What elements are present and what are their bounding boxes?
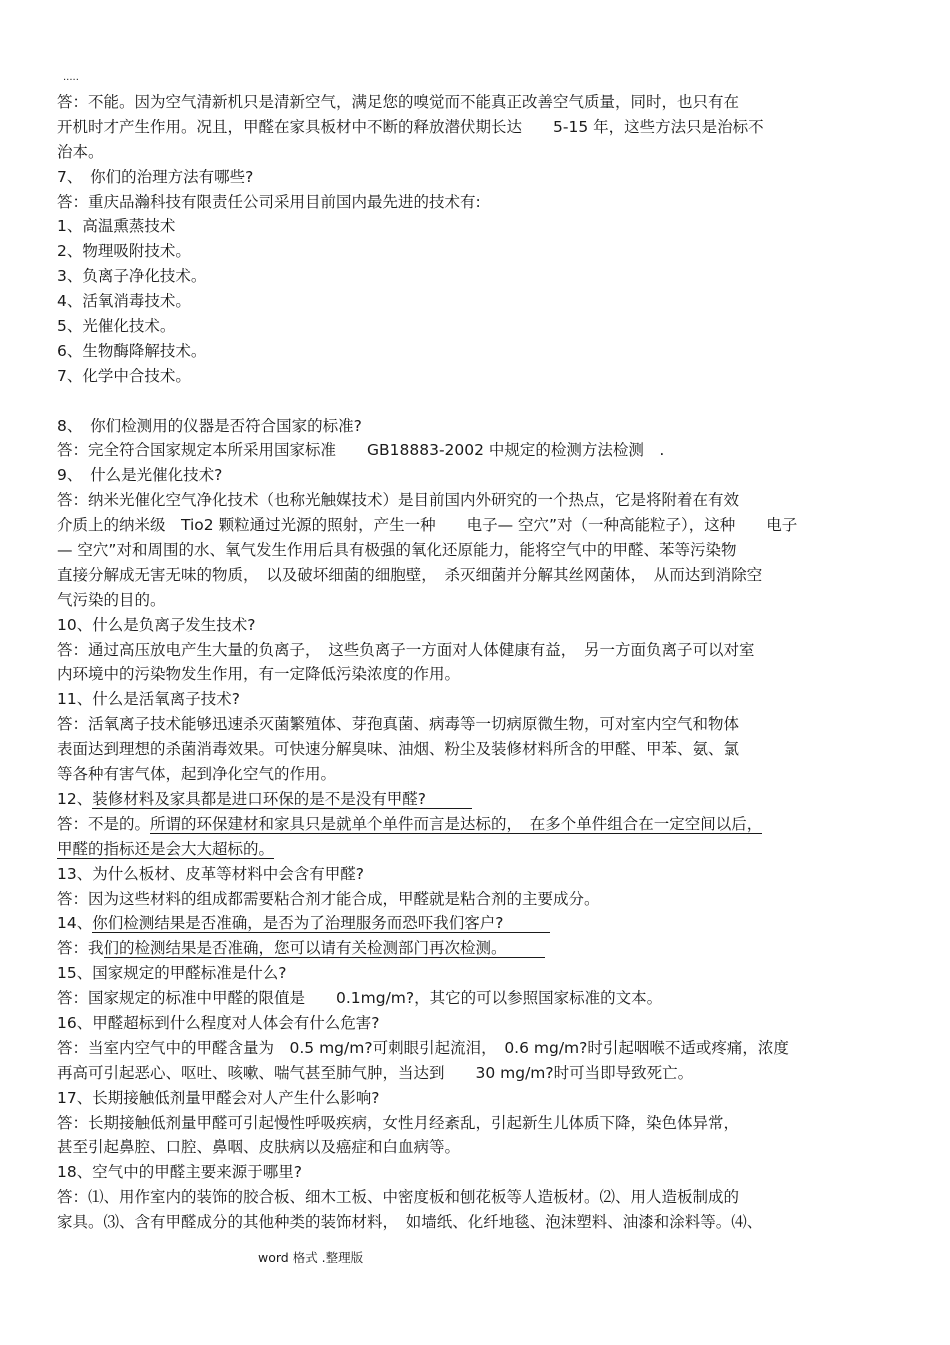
document-body: [57, 70, 897, 1235]
text-line: 2、物理吸附技术。: [57, 242, 191, 261]
text-line: 答：通过高压放电产生大量的负离子， 这些负离子一方面对人体健康有益， 另一方面负离子可以对室: [57, 640, 755, 659]
text-line: 答：活氧离子技术能够迅速杀灭菌繁殖体、芽孢真菌、病毒等一切病原微生物，可对室内空气和物体: [57, 715, 740, 734]
text-line: 17、长期接触低剂量甲醛会对人产生什么影响?: [57, 1088, 380, 1107]
ellipsis-lead: .....: [63, 72, 79, 83]
text-line: 答：纳米光催化空气净化技术（也称光触媒技术）是目前国内外研究的一个热点，它是将附着在有效: [57, 491, 740, 510]
text-line: 3、负离子净化技术。: [57, 267, 207, 286]
text-line: 甚至引起鼻腔、口腔、鼻咽、皮肤病以及癌症和白血病等。: [57, 1138, 461, 1157]
text-line: 13、为什么板材、皮革等材料中会含有甲醛?: [57, 864, 364, 883]
text-line: 治本。: [57, 142, 104, 161]
text-line: 5、光催化技术。: [57, 317, 176, 336]
text-line: 答：我们的检测结果是否准确，您可以请有关检测部门再次检测。: [57, 939, 546, 958]
text-line: 1、高温熏蒸技术: [57, 217, 176, 236]
text-line: 6、生物酶降解技术。: [57, 341, 207, 360]
text-line: [57, 389, 897, 414]
text-line: 表面达到理想的杀菌消毒效果。可快速分解臭味、油烟、粉尘及装修材料所含的甲醛、甲苯、氨、氯: [57, 740, 740, 759]
text-line: 家具。⑶、含有甲醛成分的其他种类的装饰材料， 如墙纸、化纤地毯、泡沫塑料、油漆和涂料等。⑷、: [57, 1213, 763, 1232]
text-line: 答：长期接触低剂量甲醛可引起慢性呼吸疾病，女性月经紊乱，引起新生儿体质下降，染色体异常，: [57, 1113, 740, 1132]
text-line: 直接分解成无害无味的物质， 以及破坏细菌的细胞壁， 杀灭细菌并分解其丝网菌体， 从而达到消除空: [57, 565, 763, 584]
text-line: 气污染的目的。: [57, 590, 166, 609]
text-line: 开机时才产生作用。况且，甲醛在家具板材中不断的释放潜伏期长达 5-15 年，这些方法只是治标不: [57, 117, 764, 136]
page-footer: word 格式 .整理版: [258, 1250, 364, 1265]
text-line: 16、甲醛超标到什么程度对人体会有什么危害?: [57, 1013, 380, 1032]
text-line: 答：当室内空气中的甲醛含量为 0.5 mg/m?可刺眼引起流泪， 0.6 mg/m?时引起咽喉不适或疼痛，浓度: [57, 1038, 789, 1057]
text-line: 答：重庆品瀚科技有限责任公司采用目前国内最先进的技术有:: [57, 192, 481, 211]
text-line: 答：完全符合国家规定本所采用国家标准 GB18883-2002 中规定的检测方法检测 .: [57, 441, 665, 460]
text-line: 答：国家规定的标准中甲醛的限值是 0.1mg/m?，其它的可以参照国家标准的文本。: [57, 989, 663, 1008]
text-line: 答：不能。因为空气清新机只是清新空气，满足您的嗅觉而不能真正改善空气质量，同时，也只有在: [57, 93, 740, 111]
text-line: 18、空气中的甲醛主要来源于哪里?: [57, 1163, 302, 1182]
text-line: 答：因为这些材料的组成都需要粘合剂才能合成，甲醛就是粘合剂的主要成分。: [57, 889, 600, 908]
text-line: 7、 你们的治理方法有哪些?: [57, 167, 254, 186]
text-line: 7、化学中合技术。: [57, 366, 191, 385]
text-line: 再高可引起恶心、呕吐、咳嗽、喘气甚至肺气肿，当达到 30 mg/m?时可当即导致死亡。: [57, 1063, 694, 1082]
text-line: 8、 你们检测用的仪器是否符合国家的标准?: [57, 416, 362, 435]
text-line: 介质上的纳米级 Tio2 颗粒通过光源的照射，产生一种 电子— 空穴”对（一种高能粒子），这种 电子: [57, 516, 798, 535]
text-line: 12、装修材料及家具都是进口环保的是不是没有甲醛?: [57, 789, 473, 808]
text-line: 14、你们检测结果是否准确，是否为了治理服务而恐吓我们客户?: [57, 914, 550, 933]
text-line: 10、什么是负离子发生技术?: [57, 615, 256, 634]
text-line: 15、国家规定的甲醛标准是什么?: [57, 964, 287, 983]
text-line: 答：不是的。所谓的环保建材和家具只是就单个单件而言是达标的， 在多个单件组合在一定空间以后，: [57, 814, 763, 833]
text-line: 内环境中的污染物发生作用，有一定降低污染浓度的作用。: [57, 665, 461, 684]
text-line: 答：⑴、用作室内的装饰的胶合板、细木工板、中密度板和刨花板等人造板材。⑵、用人造板制成的: [57, 1188, 740, 1207]
text-line: 等各种有害气体，起到净化空气的作用。: [57, 765, 337, 784]
text-line: 9、 什么是光催化技术?: [57, 466, 223, 485]
text-line: 11、什么是活氧离子技术?: [57, 690, 240, 709]
text-line: — 空穴”对和周围的水、氧气发生作用后具有极强的氧化还原能力，能将空气中的甲醛、苯等污染物: [57, 541, 737, 560]
text-lines: [57, 90, 897, 1235]
text-line: 4、活氧消毒技术。: [57, 292, 191, 311]
text-line: 甲醛的指标还是会大大超标的。: [57, 839, 275, 858]
